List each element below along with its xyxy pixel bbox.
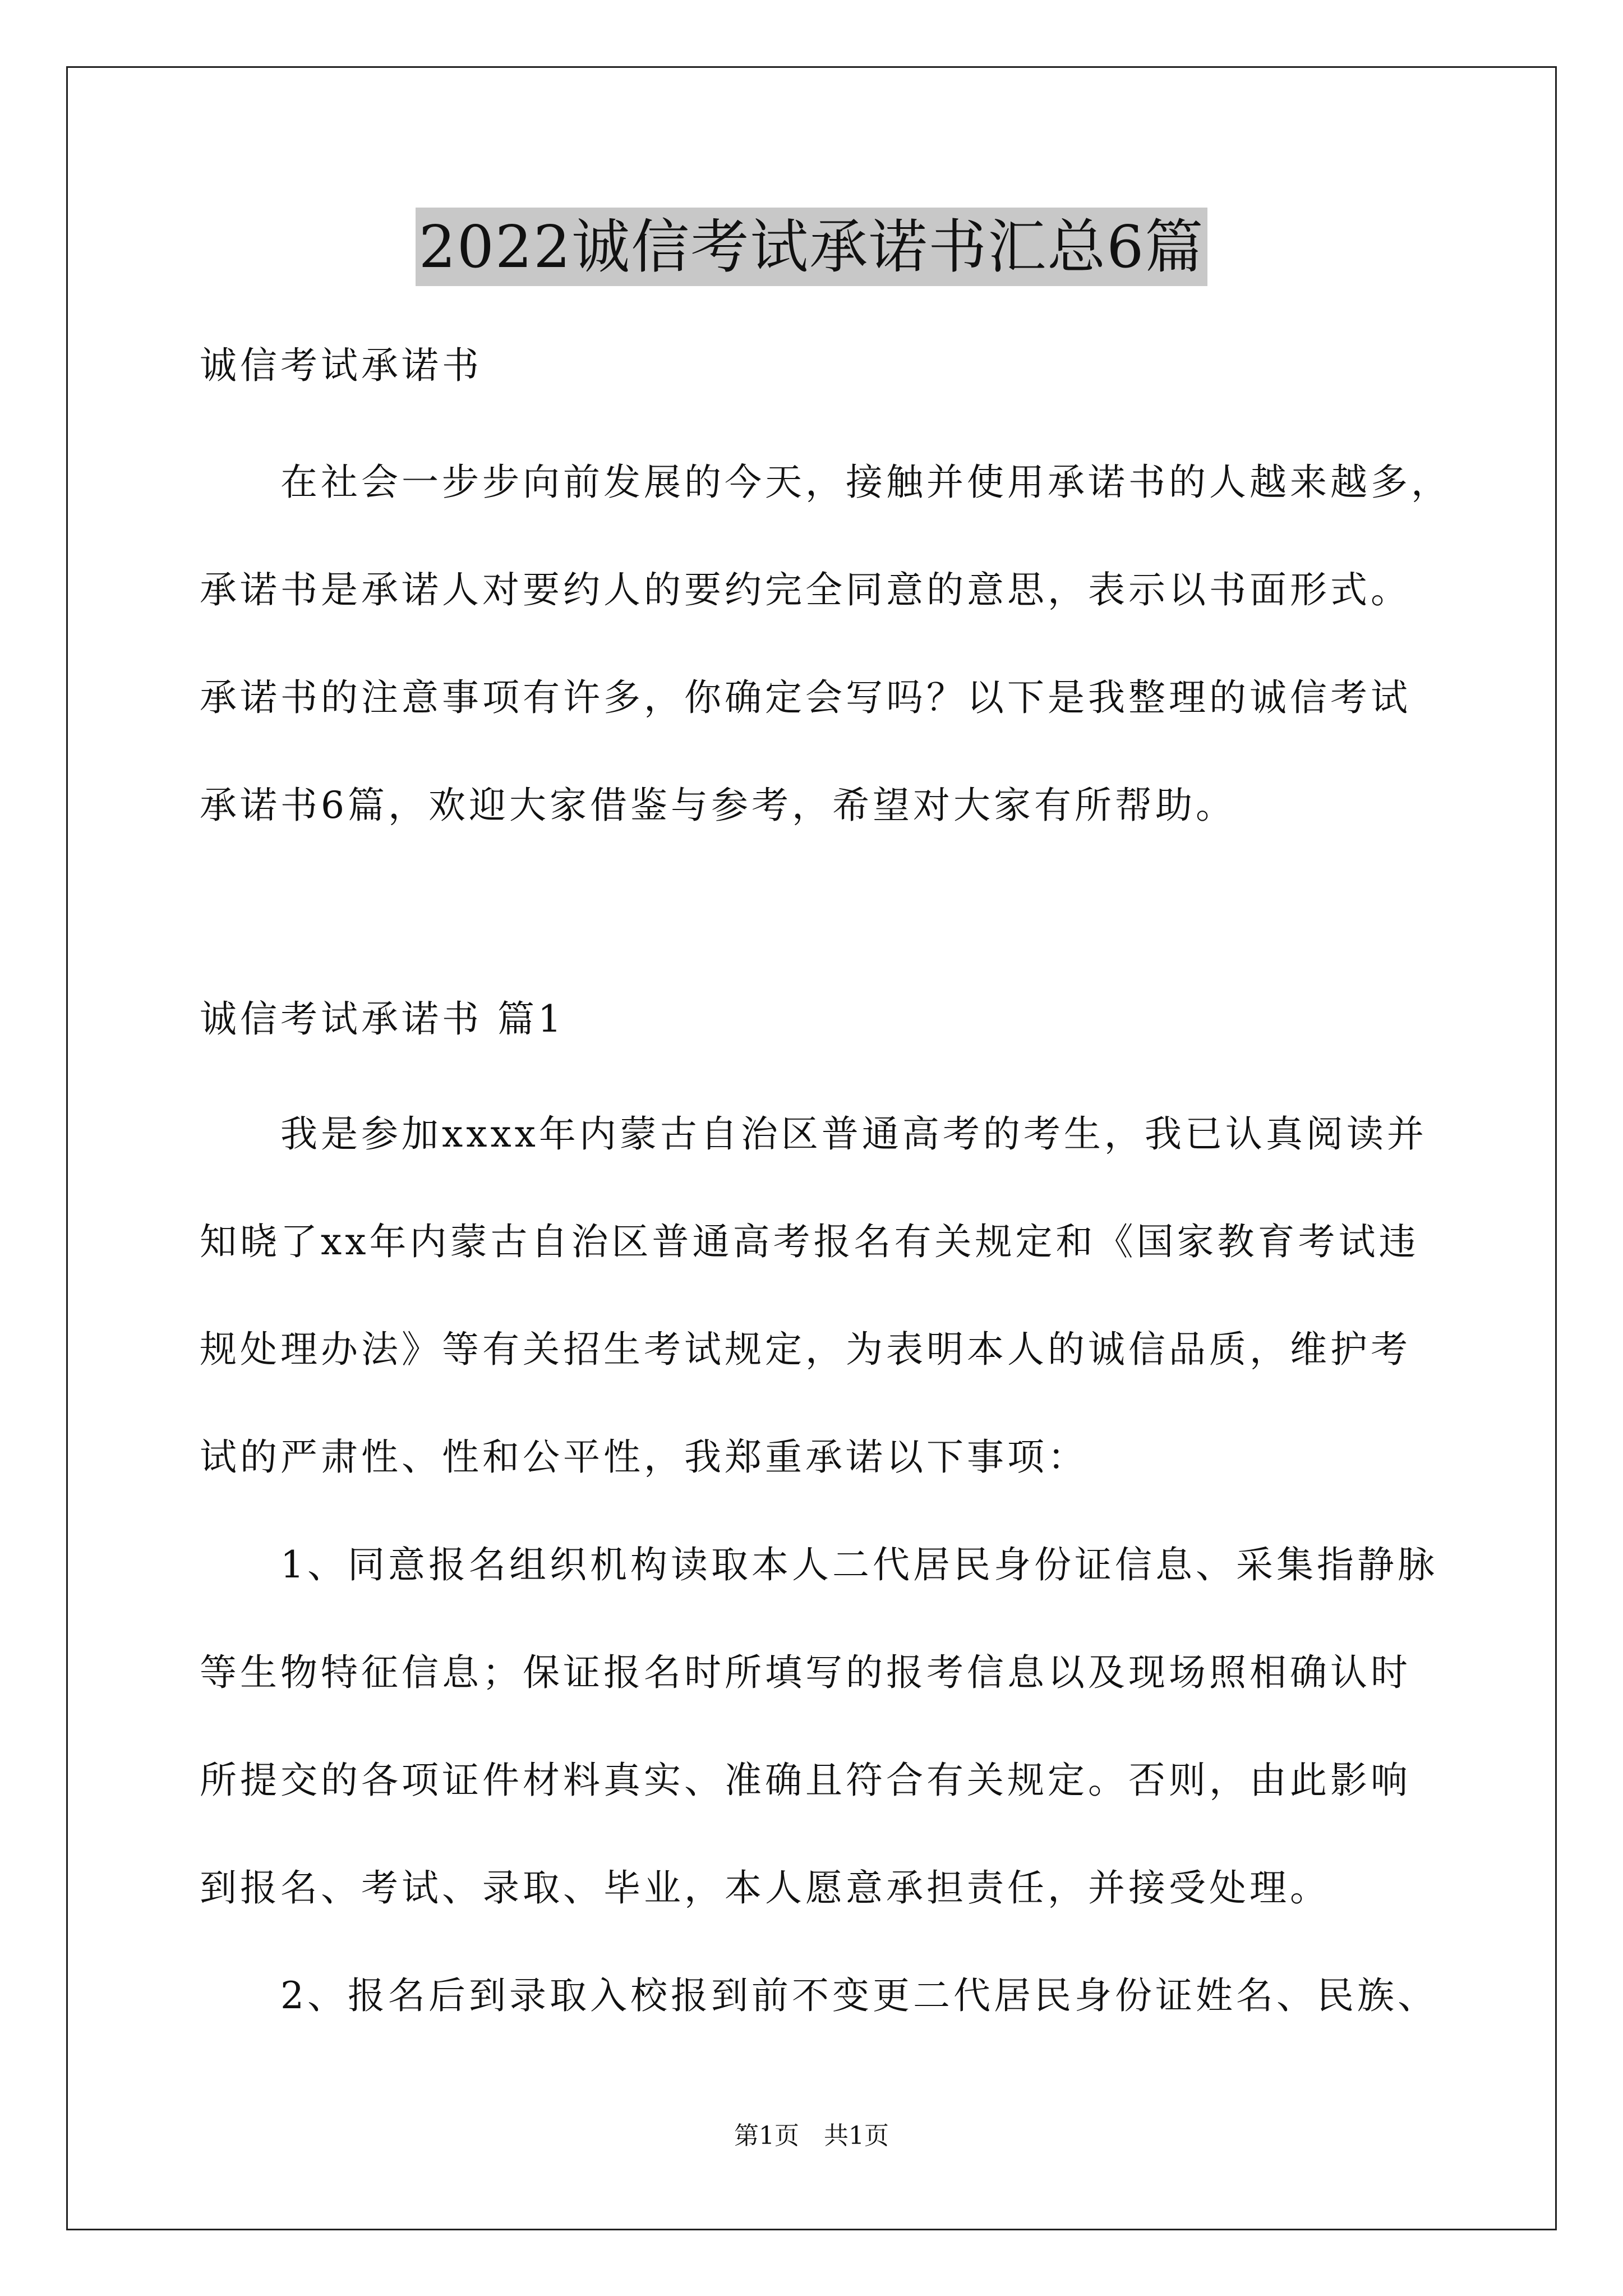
paragraph-line: 规处理办法》等有关招生考试规定，为表明本人的诚信品质，维护考 bbox=[200, 1328, 1411, 1371]
section-heading: 诚信考试承诺书 篇1 bbox=[200, 997, 565, 1041]
paragraph-line: 1、同意报名组织机构读取本人二代居民身份证信息、采集指静脉 bbox=[280, 1543, 1438, 1586]
paragraph-line: 试的严肃性、性和公平性，我郑重承诺以下事项： bbox=[200, 1435, 1088, 1479]
paragraph-line: 承诺书是承诺人对要约人的要约完全同意的意思，表示以书面形式。 bbox=[200, 568, 1411, 611]
paragraph-line: 等生物特征信息；保证报名时所填写的报考信息以及现场照相确认时 bbox=[200, 1651, 1411, 1694]
section-heading: 诚信考试承诺书 bbox=[200, 344, 482, 387]
paragraph-line: 到报名、考试、录取、毕业，本人愿意承担责任，并接受处理。 bbox=[200, 1866, 1330, 1910]
paragraph-line: 承诺书6篇，欢迎大家借鉴与参考，希望对大家有所帮助。 bbox=[200, 784, 1236, 827]
paragraph-line: 在社会一步步向前发展的今天，接触并使用承诺书的人越来越多， bbox=[280, 461, 1451, 504]
paragraph-line: 承诺书的注意事项有许多，你确定会写吗？以下是我整理的诚信考试 bbox=[200, 676, 1411, 719]
paragraph-line: 2、报名后到录取入校报到前不变更二代居民身份证姓名、民族、 bbox=[280, 1974, 1438, 2017]
page-footer: 第1页 共1页 bbox=[734, 2122, 889, 2150]
paragraph-line: 所提交的各项证件材料真实、准确且符合有关规定。否则，由此影响 bbox=[200, 1759, 1411, 1802]
paragraph-line: 知晓了xx年内蒙古自治区普通高考报名有关规定和《国家教育考试违 bbox=[200, 1220, 1419, 1263]
paragraph-line: 我是参加xxxx年内蒙古自治区普通高考的考生，我已认真阅读并 bbox=[280, 1112, 1427, 1156]
title-container bbox=[0, 208, 1623, 286]
document-title: 2022诚信考试承诺书汇总6篇 bbox=[416, 208, 1208, 286]
